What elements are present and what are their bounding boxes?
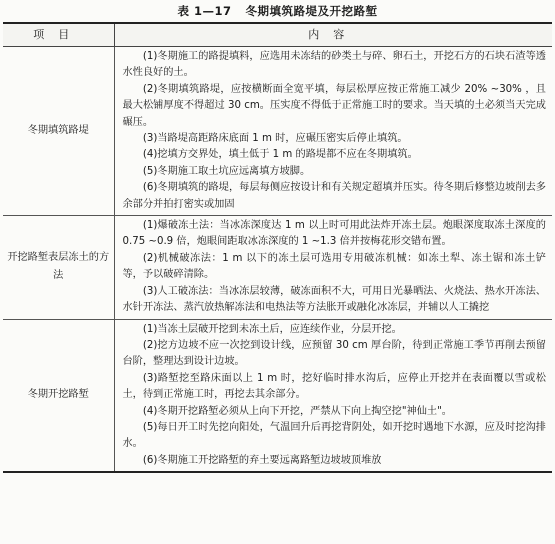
table-caption [0, 3, 555, 19]
row-content [114, 319, 552, 472]
content-paragraph: (1)冬期施工的路提填料，应选用未冻结的砂类土与碎、卵石土，开挖石方的石块石渣等透水性良好的土。 [122, 51, 546, 79]
table-row-winter-fill [3, 47, 552, 216]
row-content [114, 47, 552, 216]
content-paragraph: (1)爆破冻土法：当冰冻深度达 1 m 以上时可用此法炸开冻土层。炮眼深度取冻土深度的 0.75 ~0.9 倍，炮眼间距取冰冻深度的 1 ~1.3 倍并按梅花形交错布置。 [122, 220, 546, 248]
content-paragraph: (3)当路堤高距路床底面 1 m 时，应碾压密实后停止填筑。 [142, 133, 408, 145]
row-content [114, 216, 552, 319]
content-paragraph: (3)路堑挖至路床面以上 1 m 时，挖好临时排水沟后，应停止开挖并在表面覆以雪或松土，待到正常施工时，再挖去其余部分。 [122, 372, 546, 401]
row-item-label: 冬期填筑路堤 [3, 47, 114, 216]
content-paragraph: (6)冬期填筑的路堤，每层每侧应按设计和有关规定超填并压实。待冬期后修整边坡削去多余部分并拍打密实或加固 [122, 182, 546, 210]
content-paragraph: (3)人工破冻法：当冰冻层较薄，破冻面积不大，可用日光暴晒法、火烧法、热水开冻法、水针开冻法、蒸汽放热解冻法和电热法等方法胀开或融化冰冻层，并辅以人工撬挖 [122, 285, 546, 314]
content-paragraph: (1)当冻土层破开挖到未冻土后，应连续作业，分层开挖。 [142, 323, 402, 335]
content-paragraph: (4)挖填方交界处，填土低于 1 m 的路堤都不应在冬期填筑。 [142, 149, 418, 161]
spec-table [3, 22, 552, 473]
row-item-label: 冬期开挖路堑 [3, 319, 114, 472]
header-content: 内容 [114, 23, 552, 47]
content-paragraph: (2)冬期填筑路堤，应按横断面全宽平填，每层松厚应按正常施工减少 20% ~30% ，且最大松铺厚度不得超过 30 cm。压实度不得低于正常施工时的要求。当天填的土必须当天完成碾压。 [122, 83, 546, 128]
content-paragraph: (6)冬期施工开挖路堑的弃土要远离路堑边坡坡顶堆放 [142, 454, 382, 466]
table-title: 冬期填筑路堤及开挖路堑 [245, 4, 378, 18]
table-row-frozen-soil-methods [3, 216, 552, 319]
header-row [3, 23, 552, 47]
content-paragraph: (5)每日开工时先挖向阳处，气温回升后再挖背阴处，如开挖时遇地下水源，应及时挖沟排水。 [122, 421, 546, 450]
content-paragraph: (2)机械破冻法：1 m 以下的冻土层可选用专用破冻机械：如冻土犁、冻土锯和冻土铲等，予以破碎清除。 [122, 252, 546, 281]
content-paragraph: (5)冬期施工取土坑应远离填方坡脚。 [142, 165, 311, 177]
content-paragraph: (2)挖方边坡不应一次挖到设计线，应预留 30 cm 厚台阶，待到正常施工季节再削去预留台阶，整理达到设计边坡。 [122, 339, 546, 368]
table-number: 表 1—17 [177, 4, 232, 18]
content-paragraph: (4)冬期开挖路堑必须从上向下开挖，严禁从下向上掏空挖"神仙土"。 [142, 405, 452, 417]
table-row-winter-cut [3, 319, 552, 472]
header-item: 项目 [3, 23, 114, 47]
row-item-label: 开挖路堑表层冻土的方法 [3, 216, 114, 319]
